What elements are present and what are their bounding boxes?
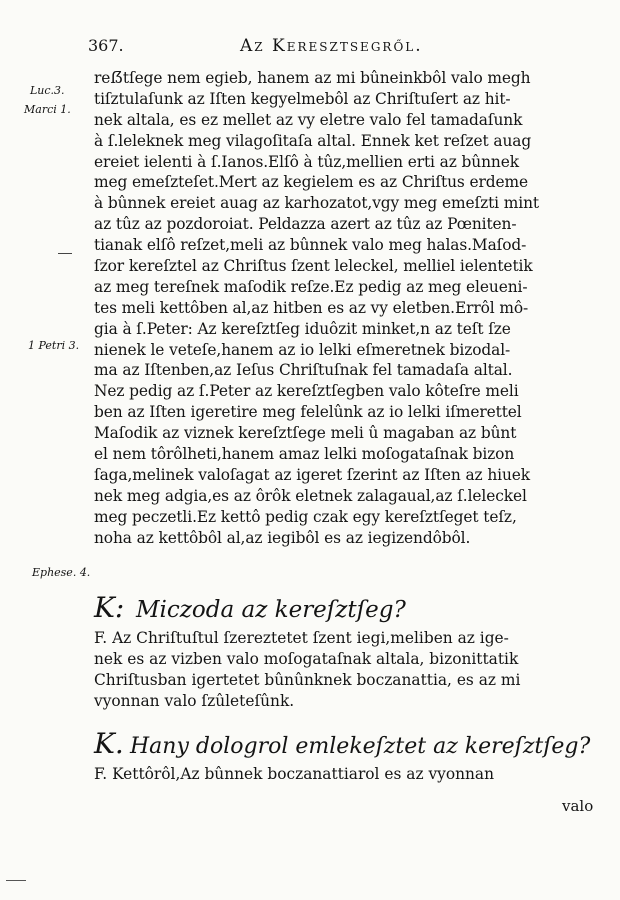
text-line: reẞtſege nem egieb, hanem az mi bûneinkbôl valo megh	[94, 69, 531, 87]
text-line: Maſodik az viznek kereſztſege meli û magaban az bûnt	[94, 424, 517, 443]
text-line: nek altala, es ez mellet az vy eletre valo fel tamadaſunk	[94, 110, 523, 129]
text-line: nienek le veteſe,hanem az io lelki eſmeretnek bizodal-	[94, 340, 511, 359]
text-line: Nez pedig az ſ.Peter az kereſztſegben valo kôteſre meli	[94, 382, 519, 401]
text-line: tiſztulaſunk az Iſten kegyelmebôl az Chriſtuſert az hit-	[94, 89, 511, 108]
page-header	[88, 36, 558, 64]
running-head: Az Keresztsegről.	[240, 36, 423, 56]
margin-dash	[58, 253, 72, 254]
answer-line: nek es az vizben valo moſogataſnak altala, bizonittatik	[94, 649, 519, 668]
text-line: à bûnnek ereiet auag az karhozatot,vgy meg emeſzti mint	[94, 194, 540, 213]
question-text: Miczoda az kereſztſeg?	[136, 597, 406, 623]
text-line: ſaga,melinek valoſagat az igeret ſzerint az Iſten az hiuek	[94, 465, 531, 484]
margin-notes	[0, 0, 90, 900]
text-line: tes meli kettôben al,az hitben es az vy eletben.Errôl mô-	[94, 298, 529, 317]
answer-line: F. Kettôrôl,Az bûnnek boczanattiarol es az vyonnan	[94, 765, 495, 783]
question-mark-k: K.	[94, 727, 124, 760]
margin-note-ephese: Ephese. 4.	[32, 566, 91, 579]
text-line: az tûz az pozdoroiat. Peldazza azert az tûz az Pœniten-	[94, 215, 517, 234]
answer-line: Chriſtusban igertetet bûnûnknek boczanattia, es az mi	[94, 670, 521, 689]
margin-note-luc: Luc.3.	[30, 84, 65, 97]
margin-note-petri: 1 Petri 3.	[28, 339, 80, 352]
margin-note-marci: Marci 1.	[24, 103, 71, 116]
page-number: 367.	[88, 36, 124, 55]
text-line: meg emeſzteſet.Mert az kegielem es az Chriſtus erdeme	[94, 173, 529, 192]
question-text: Hany dologrol emlekeſztet az kereſztſeg?	[130, 734, 591, 759]
answer-line: F. Az Chriſtuſtul ſzereztetet ſzent iegi,meliben az ige-	[94, 629, 509, 647]
text-line: ereiet ielenti à ſ.Ianos.Elſô à tûz,mellien erti az bûnnek	[94, 152, 519, 171]
text-line: nek meg adgia,es az ôrôk eletnek zalagaual,az ſ.leleckel	[94, 486, 527, 505]
body-text	[94, 68, 608, 548]
text-line: à ſ.leleknek meg vilagoſitaſa altal. Ennek ket reſzet auag	[94, 131, 532, 150]
answer-line: vyonnan valo ſzûleteſûnk.	[94, 691, 295, 710]
text-line: meg peczetli.Ez kettô pedig czak egy kereſztſeget teſz,	[94, 507, 517, 526]
text-line: noha az kettôbôl al,az iegibôl es az iegizendôbôl.	[94, 528, 471, 547]
text-line: gia à ſ.Peter: Az kereſztſeg iduôzit minket,n az teſt ſze	[94, 319, 511, 338]
qa-block-1	[94, 591, 608, 712]
question-row	[94, 727, 608, 764]
question-row	[94, 591, 608, 628]
text-line: ſzor kereſztel az Chriſtus ſzent leleckel, melliel ielentetik	[94, 257, 533, 276]
text-line: ma az Iſtenben,az Ieſus Chriſtuſnak fel tamadaſa altal.	[94, 361, 513, 380]
question-mark-k: K:	[94, 591, 125, 624]
text-line: az meg tereſnek maſodik reſze.Ez pedig az meg eleueni-	[94, 277, 528, 296]
text-line: el nem tôrôlheti,hanem amaz lelki moſogataſnak bizon	[94, 445, 515, 464]
margin-rule	[6, 880, 26, 881]
catchword: valo	[562, 797, 594, 815]
qa-block-2	[94, 727, 608, 785]
text-line: ben az Iſten igeretire meg felelûnk az io lelki iſmerettel	[94, 403, 522, 422]
text-line: tianak elſô reſzet,meli az bûnnek valo meg halas.Maſod-	[94, 236, 527, 255]
